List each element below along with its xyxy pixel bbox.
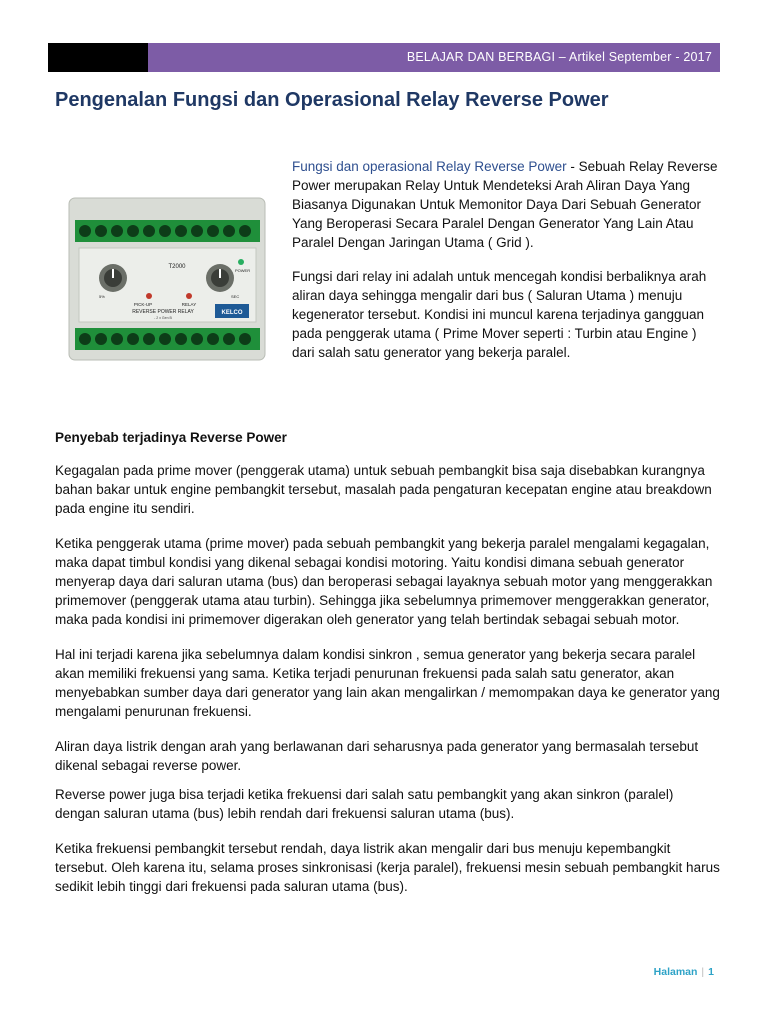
model-label: T2000 [168,264,186,270]
intro-paragraph-1 [292,157,722,252]
page-title: Pengenalan Fungsi dan Operasional Relay Reverse Power [55,89,609,111]
intro-section [292,157,722,377]
body-paragraph: Ketika frekuensi pembangkit tersebut rendah, daya listrik akan mengalir dari bus menuju kepembangkit tersebut. Oleh karena itu, selama proses sinkronisasi (kerja paralel), frekuensi mesin sebuah pembangkit harus sedikit lebih tinggi dari frekuensi pada saluran utama (bus). [55,841,720,894]
device-sublabel: - 2 x Gen B [154,316,172,320]
body-paragraph: Hal ini terjadi karena jika sebelumnya dalam kondisi sinkron , semua generator yang bekerja secara paralel akan memiliki frekuensi yang sama. Ketika terjadi penurunan frekuensi pada salah satu generator, akan menyebabkan sumber daya dari generator yang lain akan mengalirkan / memompakan daya ke generator yang mengalami penurunan frekuensi. [55,647,720,719]
device-label: REVERSE POWER RELAY [132,309,194,315]
header-black-block [48,43,148,72]
body-text [55,461,720,912]
body-paragraph: Reverse power juga bisa terjadi ketika frekuensi dari salah satu pembangkit yang akan sinkron (paralel) dengan saluran utama (bus) lebih rendah dari frekuensi saluran utama (bus). [55,787,674,821]
page-header [48,43,720,72]
power-label: POWER [235,268,251,273]
page-number: 1 [708,966,714,978]
intro-paragraph-1-text: - Sebuah Relay Reverse Power merupakan Relay Untuk Mendeteksi Arah Aliran Daya Yang Biasanya Digunakan Untuk Memonitor Daya Dari Sebuah Generator Yang Beroperasi Secara Paralel Dengan Generator Yang Lain Atau Paralel Dengan Jaringan Utama ( Grid ). [292,159,718,250]
body-paragraph: Ketika penggerak utama (prime mover) pada sebuah pembangkit yang bekerja paralel mengalami kegagalan, maka dapat timbul kondisi yang dikenal sebagai kondisi motoring. Yaitu kondisi dimana sebuah generator menyerap daya dari saluran utama (bus) dan beroperasi sebagai layaknya sebuah motor yang menggerakkan primemover (penggerak utama atau turbin). Sehingga jika sebelumnya primemover menggerakkan generator, maka pada kondisi ini primemover digerakan oleh generator yang telah bertindak sebagai sebuah motor. [55,536,713,627]
intro-lead: Fungsi dan operasional Relay Reverse Power [292,159,567,174]
relay-device-image [65,192,270,365]
header-text: BELAJAR DAN BERBAGI – Artikel September - 2017 [148,43,720,72]
brand-logo: KELCO [221,310,243,316]
body-paragraph: Kegagalan pada prime mover (penggerak utama) untuk sebuah pembangkit bisa saja disebabkan kurangnya bahan bakar untuk engine pembangkit tersebut, masalah pada pengaturan kecepatan engine atau breakdown pada engine itu sendiri. [55,463,712,516]
body-paragraph: Aliran daya listrik dengan arah yang berlawanan dari seharusnya pada generator yang bermasalah tersebut dikenal sebagai reverse power. [55,739,699,773]
pickup-label: PICK-UP [133,302,153,307]
intro-paragraph-2: Fungsi dari relay ini adalah untuk mencegah kondisi berbaliknya arah aliran daya sehingga mengalir dari bus ( Saluran Utama ) menuju kegenerator tersebut. Kondisi ini muncul karena terjadinya gangguan pada penggerak utama ( Prime Mover seperti : Turbin atau Engine ) dari salah satu generator yang bekerja paralel. [292,269,707,360]
pot-right-small-label: SEC [231,294,240,299]
page-footer [654,966,714,978]
footer-label: Halaman [653,966,698,978]
footer-separator: | [701,966,705,978]
relay-label: RELAY [181,302,197,307]
section-heading: Penyebab terjadinya Reverse Power [55,430,287,445]
pot-left-small-label: 5% [99,294,105,299]
